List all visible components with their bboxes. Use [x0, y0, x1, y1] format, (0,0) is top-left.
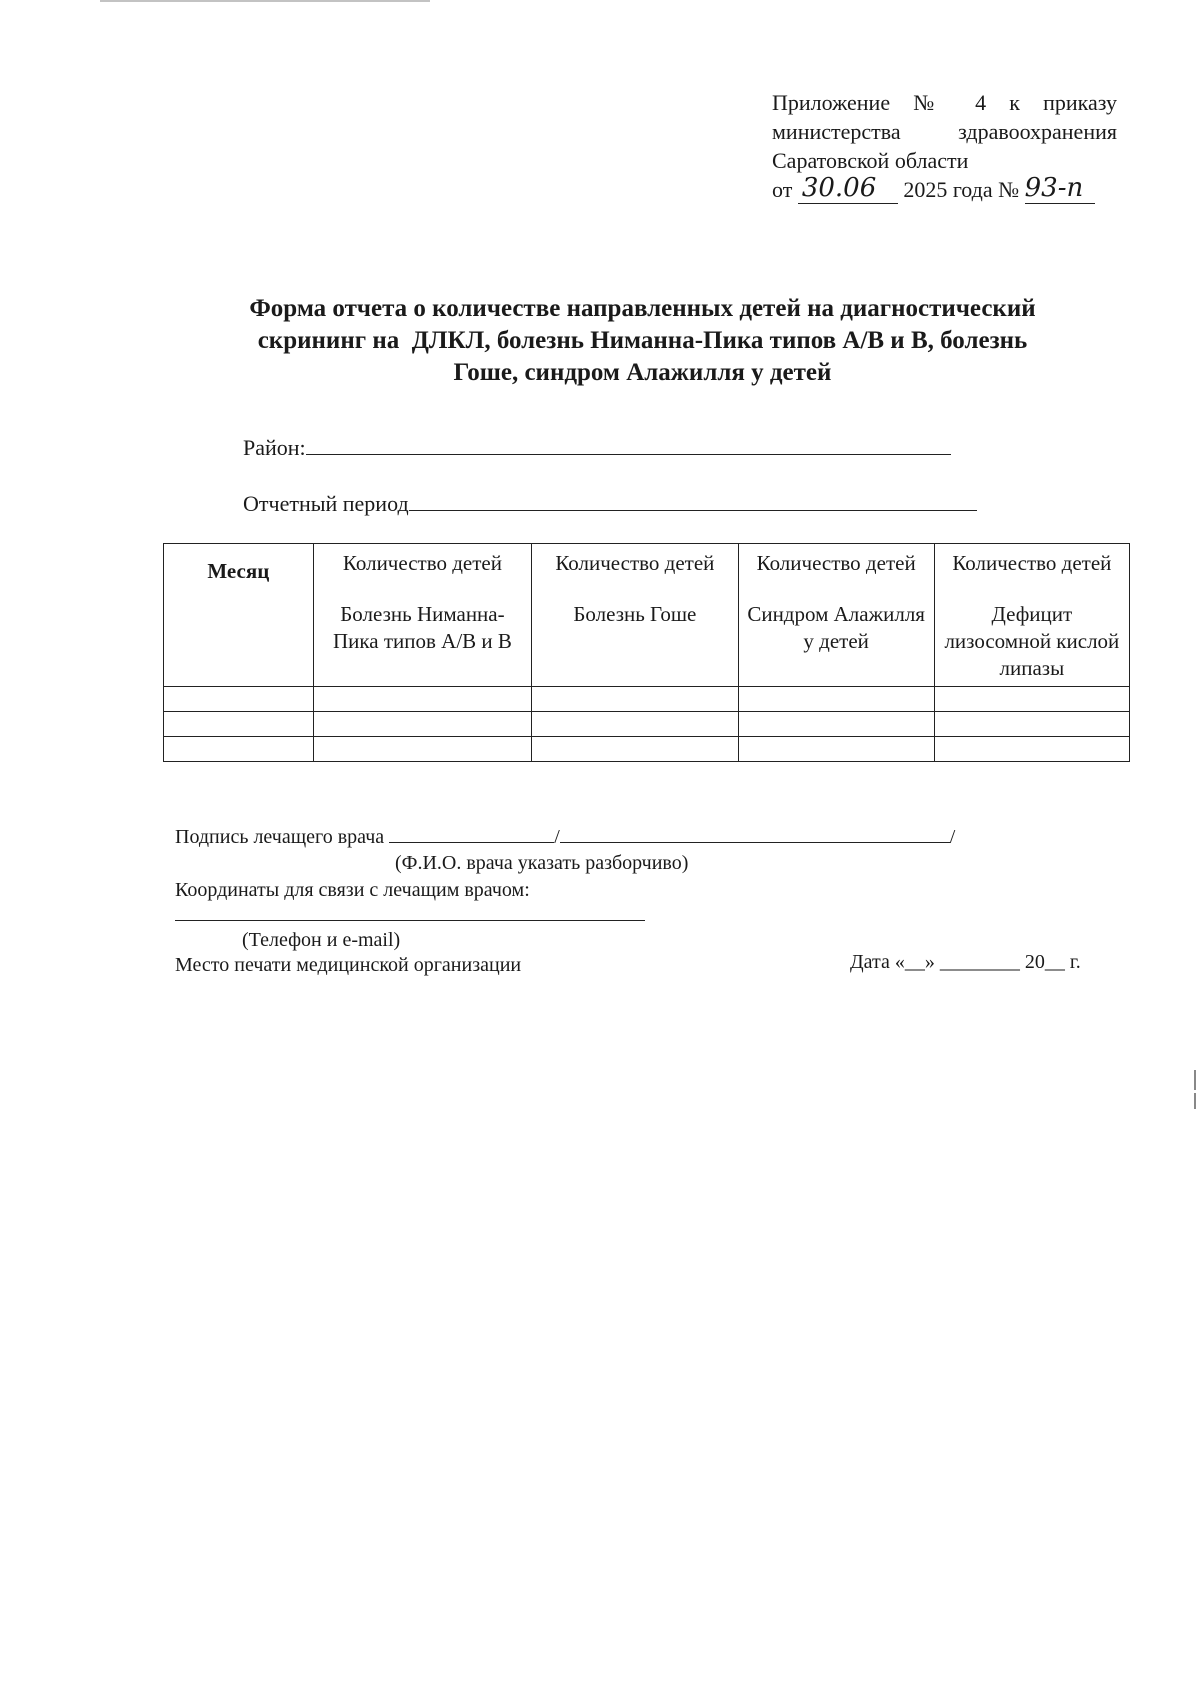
- table-row: [164, 737, 1130, 762]
- table-cell[interactable]: [313, 687, 531, 712]
- header-col-1-sub: Болезнь Ниманна-Пика типов А/В и В: [332, 602, 512, 653]
- table-cell[interactable]: [164, 737, 314, 762]
- annex-line-3: Саратовской области: [772, 148, 969, 173]
- header-col-1: [313, 544, 531, 687]
- signature-slash-2: /: [949, 826, 956, 848]
- district-label: Район:: [243, 435, 306, 460]
- table-cell[interactable]: [313, 712, 531, 737]
- table-cell[interactable]: [532, 687, 738, 712]
- scan-margin-mark: [1194, 1093, 1196, 1109]
- header-col-3-title: Количество детей: [756, 551, 916, 575]
- header-col-3-sub: Синдром Алажилля у детей: [747, 602, 925, 653]
- district-row: [243, 434, 951, 461]
- annex-year-text: 2025 года №: [903, 177, 1020, 202]
- header-col-3: [738, 544, 934, 687]
- header-month: Месяц: [164, 544, 314, 687]
- table-header-row: [164, 544, 1130, 687]
- title-line-1: Форма отчета о количестве направленных детей на диагностический: [249, 295, 1036, 322]
- annex-date-field: [798, 173, 898, 204]
- annex-prefix: от: [772, 177, 793, 202]
- period-row: [243, 490, 977, 517]
- signature-field[interactable]: [389, 824, 554, 843]
- scan-margin-mark: [1194, 1070, 1196, 1090]
- title-line-2: скрининг на ДЛКЛ, болезнь Ниманна-Пика типов А/В и В, болезнь: [257, 327, 1028, 354]
- header-col-2-title: Количество детей: [555, 551, 715, 575]
- table-cell[interactable]: [164, 712, 314, 737]
- district-field[interactable]: [306, 434, 951, 455]
- header-col-4-sub: Дефицит лизосомной кислой липазы: [944, 602, 1120, 680]
- header-col-4-title: Количество детей: [952, 551, 1112, 575]
- table-cell[interactable]: [532, 737, 738, 762]
- table-cell[interactable]: [532, 712, 738, 737]
- table-row: [164, 687, 1130, 712]
- header-col-2: [532, 544, 738, 687]
- table-cell[interactable]: [738, 712, 934, 737]
- annex-line-4: [772, 175, 1117, 204]
- annex-block: [772, 88, 1117, 204]
- header-col-2-sub: Болезнь Гоше: [573, 602, 697, 626]
- stamp-label: Место печати медицинской организации: [175, 954, 522, 976]
- title-line-3: Гоше, синдром Алажилля у детей: [453, 359, 832, 386]
- contacts-label: Координаты для связи с лечащим врачом:: [175, 879, 530, 901]
- doctor-name-field[interactable]: [560, 824, 950, 843]
- report-table: [163, 543, 1130, 762]
- annex-number-field: [1024, 173, 1095, 204]
- table-cell[interactable]: [738, 687, 934, 712]
- table-cell[interactable]: [934, 712, 1129, 737]
- signature-slash-1: /: [554, 826, 560, 848]
- signature-row: [175, 824, 955, 849]
- annex-line-1: Приложение № 4 к приказу: [772, 90, 1117, 115]
- table-cell[interactable]: [738, 737, 934, 762]
- scan-top-edge-line: [100, 0, 430, 2]
- handwritten-number: 93-п: [1024, 173, 1084, 203]
- fio-note: (Ф.И.О. врача указать разборчиво): [395, 852, 689, 874]
- table-cell[interactable]: [164, 687, 314, 712]
- header-col-4: [934, 544, 1129, 687]
- signature-label: Подпись лечащего врача: [175, 826, 385, 848]
- annex-line-2: министерства здравоохранения: [772, 119, 1117, 144]
- table-cell[interactable]: [934, 687, 1129, 712]
- period-field[interactable]: [409, 490, 977, 511]
- handwritten-date: 30.06: [801, 173, 877, 203]
- date-field[interactable]: Дата «__» ________ 20__ г.: [850, 951, 1081, 973]
- document-title: [170, 293, 1115, 389]
- contacts-field[interactable]: [175, 920, 645, 921]
- table-cell[interactable]: [934, 737, 1129, 762]
- period-label: Отчетный период: [243, 491, 409, 516]
- phone-note: (Телефон и e-mail): [242, 929, 401, 951]
- table-row: [164, 712, 1130, 737]
- table-cell[interactable]: [313, 737, 531, 762]
- header-col-1-title: Количество детей: [342, 551, 502, 575]
